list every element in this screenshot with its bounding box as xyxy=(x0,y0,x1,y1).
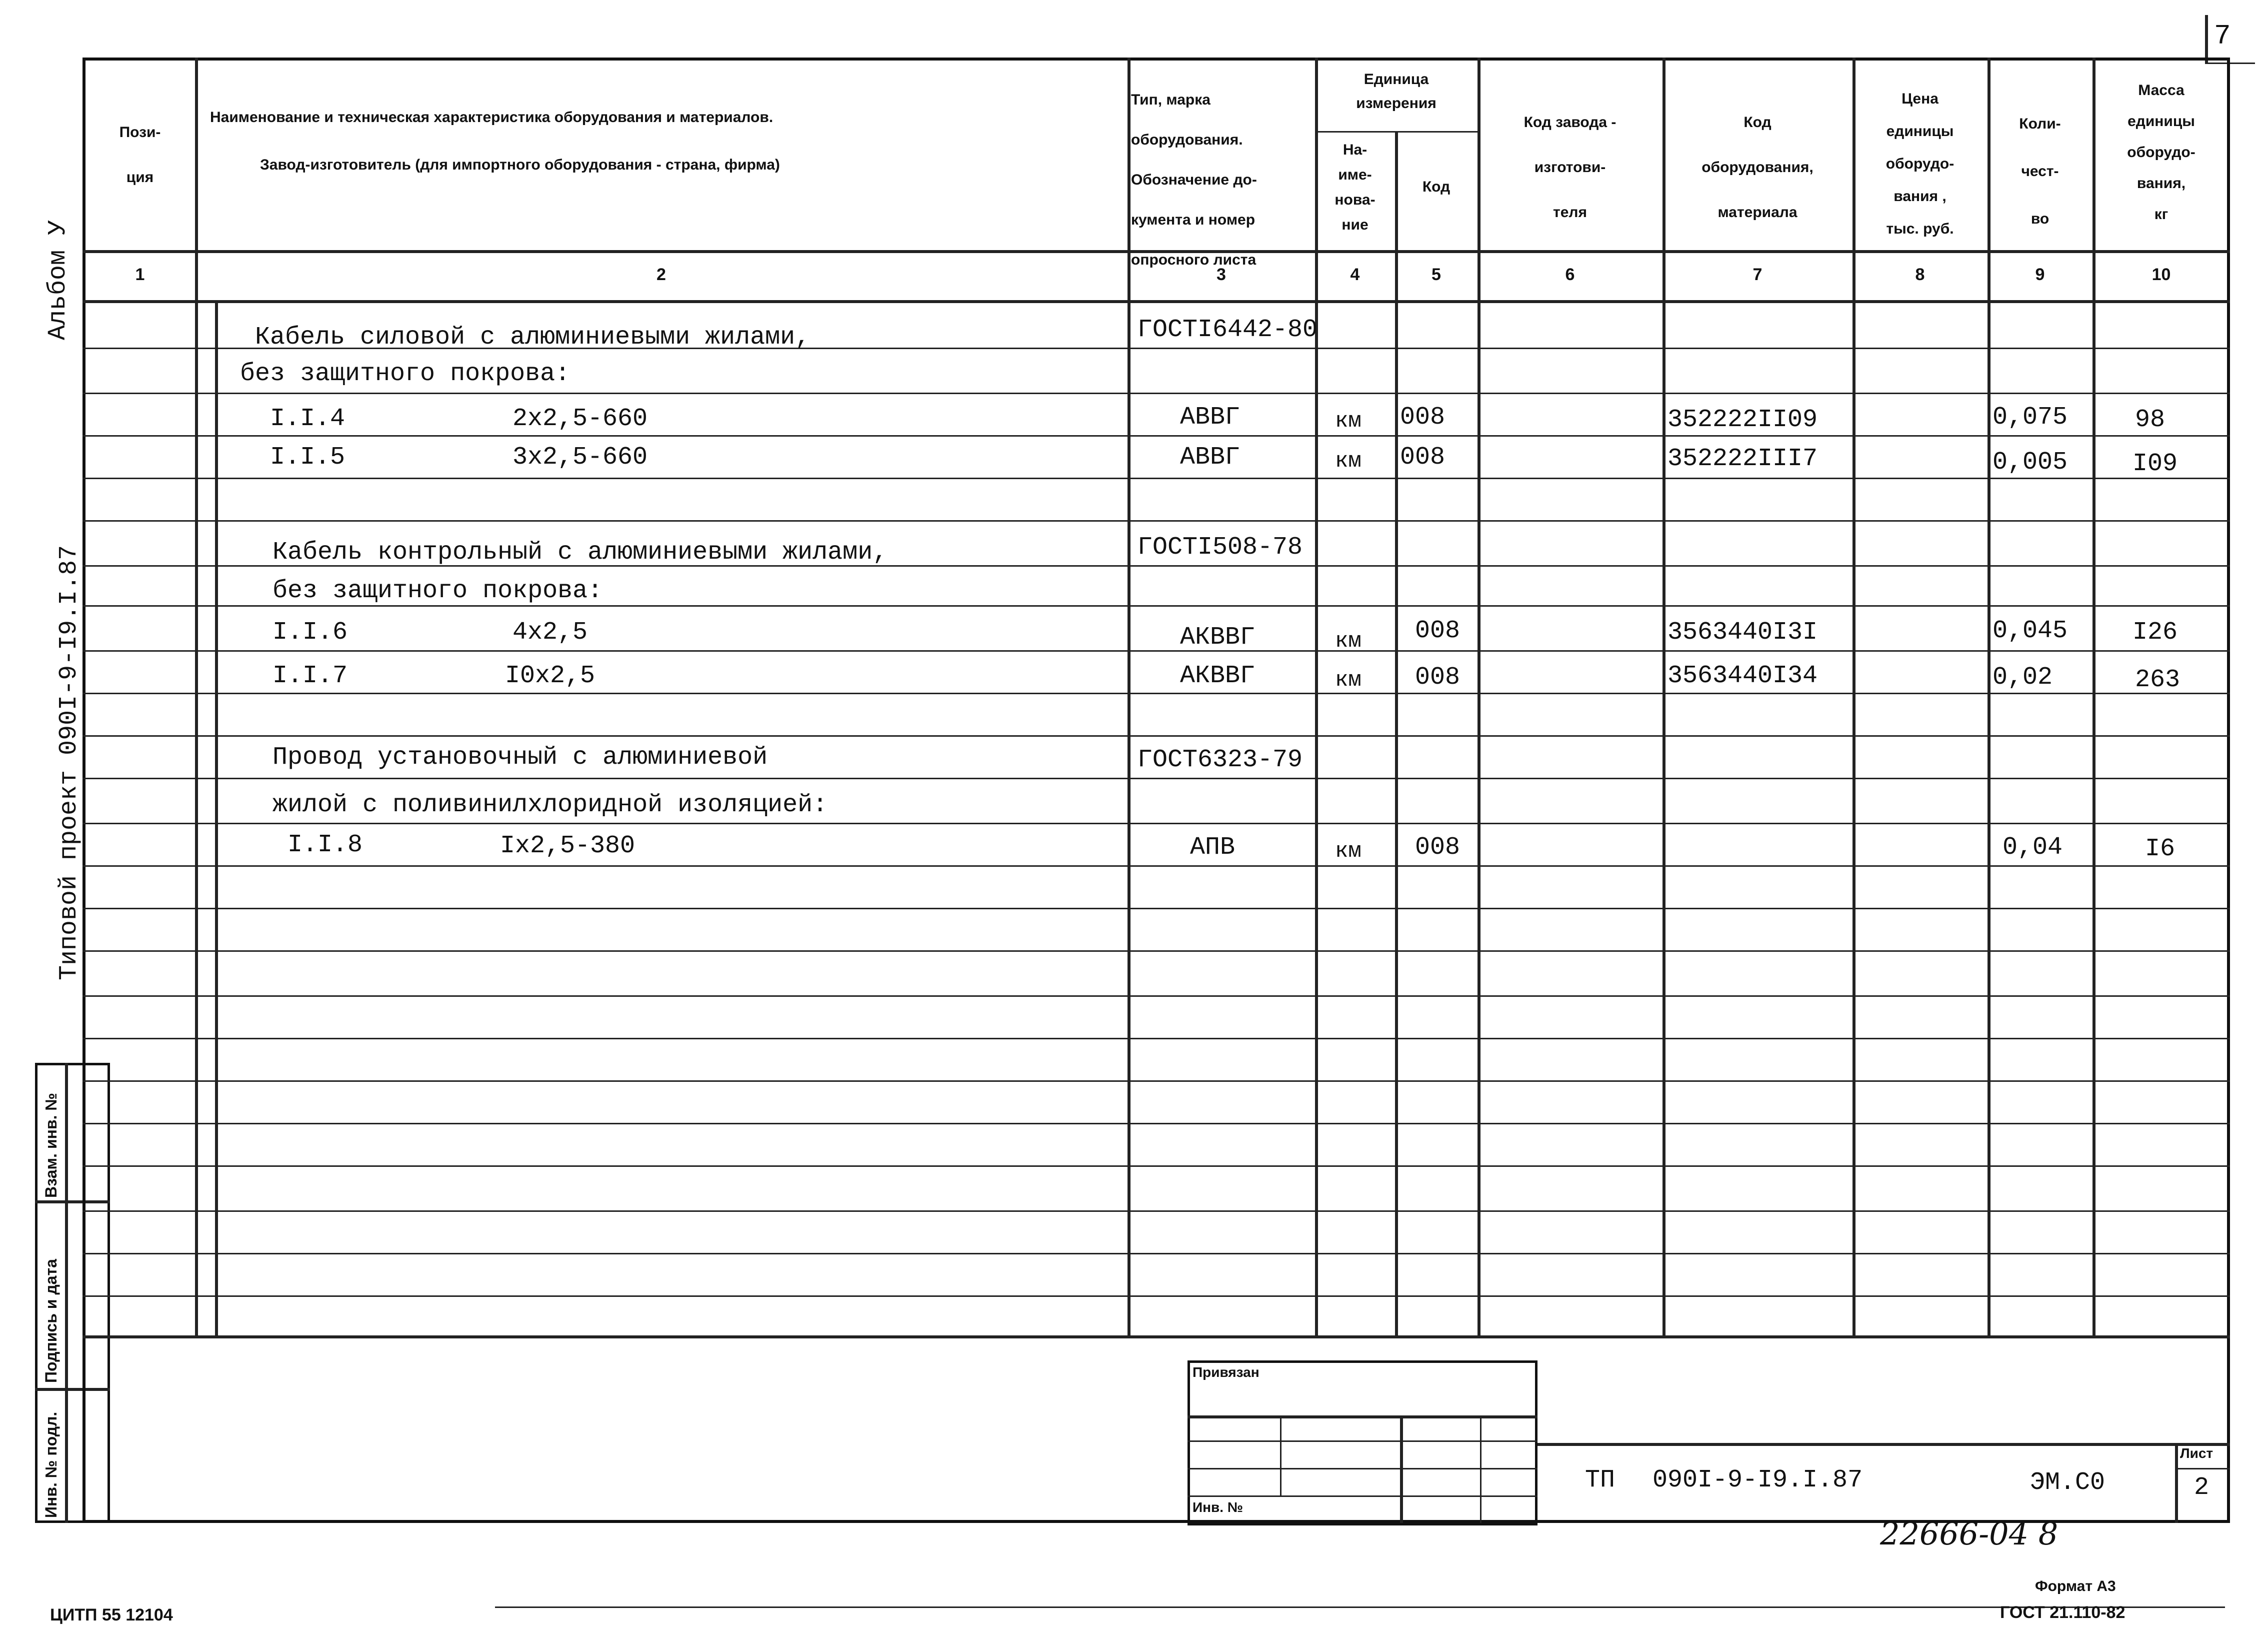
header-unit-group: Единица измерения xyxy=(1356,71,1436,112)
row-type: АКВВГ xyxy=(1180,662,1256,690)
row-unit: км xyxy=(1335,449,1362,474)
header-equipment-code: Код оборудования, материала xyxy=(1702,114,1814,221)
stamp-label-podpis-data: Подпись и дата xyxy=(42,1259,60,1383)
tb-vline xyxy=(1400,1415,1403,1523)
row-rule xyxy=(82,393,2230,394)
row-rule xyxy=(82,823,2230,824)
handwritten-number: 22666-04 8 xyxy=(1880,1515,2058,1552)
row-rule xyxy=(82,908,2230,909)
doc-code: ЭМ.С0 xyxy=(2030,1468,2106,1497)
col-line-1 xyxy=(195,58,198,1335)
header-position: Пози- ция xyxy=(119,124,161,186)
row-position: I.I.5 xyxy=(270,443,346,472)
col-line-7 xyxy=(1852,58,1856,1335)
col-line-5 xyxy=(1478,58,1480,1335)
row-mass: I09 xyxy=(2132,450,2178,478)
row-quantity: 0,02 xyxy=(1992,663,2053,692)
col-line-4 xyxy=(1395,131,1398,1335)
row-unit-code: 008 xyxy=(1400,403,1446,432)
row-unit: км xyxy=(1335,839,1362,864)
col-line-8 xyxy=(1988,58,1990,1335)
col-line-1b xyxy=(215,300,218,1335)
row-equipment-code: 352222III7 xyxy=(1668,445,1818,473)
footer-line xyxy=(495,1606,2225,1608)
doc-number: 090I-9-I9.I.87 xyxy=(1652,1466,1863,1494)
corner-divider xyxy=(2205,15,2208,63)
corner-sheet-number: 7 xyxy=(2214,20,2231,52)
row-unit-code: 008 xyxy=(1415,617,1460,645)
row-rule xyxy=(82,478,2230,479)
row-rule xyxy=(82,1253,2230,1254)
tb-line xyxy=(1188,1440,1538,1442)
col-line-9 xyxy=(2092,58,2096,1335)
col-line-3 xyxy=(1315,58,1318,1335)
row-spec: I0x2,5 xyxy=(505,662,596,690)
row-position: I.I.8 xyxy=(288,831,363,859)
row-rule xyxy=(82,865,2230,867)
tb-doc-top xyxy=(1538,1443,2230,1446)
row-mass: 98 xyxy=(2135,406,2166,434)
header-type: Тип, марка оборудования. Обозначение до- кумента и номер опросного листа xyxy=(1131,92,1257,268)
header-unit-code: Код xyxy=(1422,179,1450,195)
tb-line xyxy=(1188,1495,1538,1497)
tb-vline xyxy=(1280,1415,1282,1495)
tb-line xyxy=(1188,1415,1538,1418)
inv-no-label: Инв. № xyxy=(1192,1499,1244,1515)
row-spec: 4x2,5 xyxy=(512,618,588,647)
row-name: Кабель контрольный с алюминиевыми жилами, xyxy=(272,538,888,567)
row-standard: ГОСТI508-78 xyxy=(1138,533,1303,562)
row-unit: км xyxy=(1335,629,1362,654)
header-quantity: Коли- чест- во xyxy=(2019,116,2061,227)
header-factory-code: Код завода - изготови- теля xyxy=(1524,114,1616,221)
col-number-7: 7 xyxy=(1752,265,1762,284)
row-name: Кабель силовой с алюминиевыми жилами, xyxy=(255,323,810,352)
row-name: без защитного покрова: xyxy=(272,577,603,605)
row-rule xyxy=(82,693,2230,694)
row-spec: Ix2,5-380 xyxy=(500,832,636,860)
row-mass: I26 xyxy=(2132,618,2178,647)
row-spec: 3x2,5-660 xyxy=(512,443,648,472)
tb-vline xyxy=(1480,1415,1482,1523)
row-mass: I6 xyxy=(2145,835,2176,863)
header-mass: Масса единицы оборудо- вания, кг xyxy=(2127,82,2196,223)
side-label-album: Альбом У xyxy=(44,220,72,340)
row-rule xyxy=(82,650,2230,652)
row-rule xyxy=(82,1038,2230,1039)
row-rule xyxy=(82,950,2230,952)
col-number-3: 3 xyxy=(1216,265,1226,284)
row-name: жилой с поливинилхлоридной изоляцией: xyxy=(272,791,828,819)
tb-list-vline xyxy=(2175,1443,2178,1523)
row-rule xyxy=(82,520,2230,522)
row-type: АКВВГ xyxy=(1180,623,1256,652)
side-label-project: Типовой проект 090I-9-I9.I.87 xyxy=(55,545,84,980)
row-type: АВВГ xyxy=(1180,403,1240,432)
list-label: Лист xyxy=(2180,1445,2214,1461)
numbers-bottom-line xyxy=(82,300,2230,303)
row-unit: км xyxy=(1335,409,1362,434)
row-standard: ГОСТ6323-79 xyxy=(1138,746,1303,774)
header-name-line2: Завод-изготовитель (для импортного оборудования - страна, фирма) xyxy=(260,157,780,173)
row-mass: 263 xyxy=(2135,666,2180,694)
col-number-5: 5 xyxy=(1432,265,1441,284)
row-unit: км xyxy=(1335,668,1362,693)
row-quantity: 0,04 xyxy=(2002,833,2063,862)
row-equipment-code: 3563440I34 xyxy=(1668,662,1818,690)
col-number-1: 1 xyxy=(135,265,145,284)
row-quantity: 0,005 xyxy=(1992,448,2068,477)
row-unit-code: 008 xyxy=(1415,833,1460,862)
row-equipment-code: 3563440I3I xyxy=(1668,618,1818,647)
stamp-divider xyxy=(65,1063,68,1523)
row-spec: 2x2,5-660 xyxy=(512,405,648,433)
row-position: I.I.7 xyxy=(272,662,348,690)
header-name-line1: Наименование и техническая характеристика оборудования и материалов. xyxy=(210,109,774,126)
row-rule xyxy=(82,435,2230,437)
footer-format: Формат А3 xyxy=(2035,1578,2116,1594)
privyazan-label: Привязан xyxy=(1192,1364,1260,1380)
row-quantity: 0,075 xyxy=(1992,403,2068,432)
row-type: АПВ xyxy=(1190,833,1236,862)
row-rule xyxy=(82,1165,2230,1167)
list-number: 2 xyxy=(2194,1473,2210,1502)
stamp-label-inv-podl: Инв. № подл. xyxy=(42,1411,60,1518)
footer-gost: ГОСТ 21.110-82 xyxy=(2000,1603,2126,1622)
col-number-4: 4 xyxy=(1350,265,1360,284)
table-body-bottom xyxy=(82,1335,2230,1338)
row-name: Провод установочный с алюминиевой xyxy=(272,743,768,772)
header-unit-name: На- име- нова- ние xyxy=(1334,142,1376,233)
row-rule xyxy=(82,1210,2230,1212)
row-position: I.I.4 xyxy=(270,405,346,433)
row-rule xyxy=(82,1295,2230,1297)
col-number-9: 9 xyxy=(2035,265,2045,284)
col-number-6: 6 xyxy=(1565,265,1575,284)
row-unit-code: 008 xyxy=(1415,663,1460,692)
row-unit-code: 008 xyxy=(1400,443,1446,472)
col-line-6 xyxy=(1662,58,1666,1335)
row-type: АВВГ xyxy=(1180,443,1240,472)
row-position: I.I.6 xyxy=(272,618,348,647)
row-rule xyxy=(82,1123,2230,1124)
row-name: без защитного покрова: xyxy=(240,360,570,388)
row-standard: ГОСТI6442-80 xyxy=(1138,316,1318,344)
row-rule xyxy=(82,778,2230,779)
footer-left: ЦИТП 55 12104 xyxy=(50,1605,173,1624)
stamp-label-vzam-inv: Взам. инв. № xyxy=(42,1093,60,1198)
row-rule xyxy=(82,735,2230,737)
row-rule xyxy=(82,1080,2230,1082)
col-number-2: 2 xyxy=(656,265,666,284)
row-quantity: 0,045 xyxy=(1992,617,2068,645)
col-number-10: 10 xyxy=(2152,265,2171,284)
header-price: Цена единицы оборудо- вания , тыс. руб. xyxy=(1886,91,1954,237)
tb-list-line xyxy=(2175,1468,2230,1469)
doc-prefix: ТП xyxy=(1585,1466,1616,1494)
col-line-2 xyxy=(1128,58,1130,1335)
row-rule xyxy=(82,995,2230,997)
tb-line xyxy=(1188,1468,1538,1469)
col-number-8: 8 xyxy=(1915,265,1925,284)
row-equipment-code: 352222II09 xyxy=(1668,406,1818,434)
